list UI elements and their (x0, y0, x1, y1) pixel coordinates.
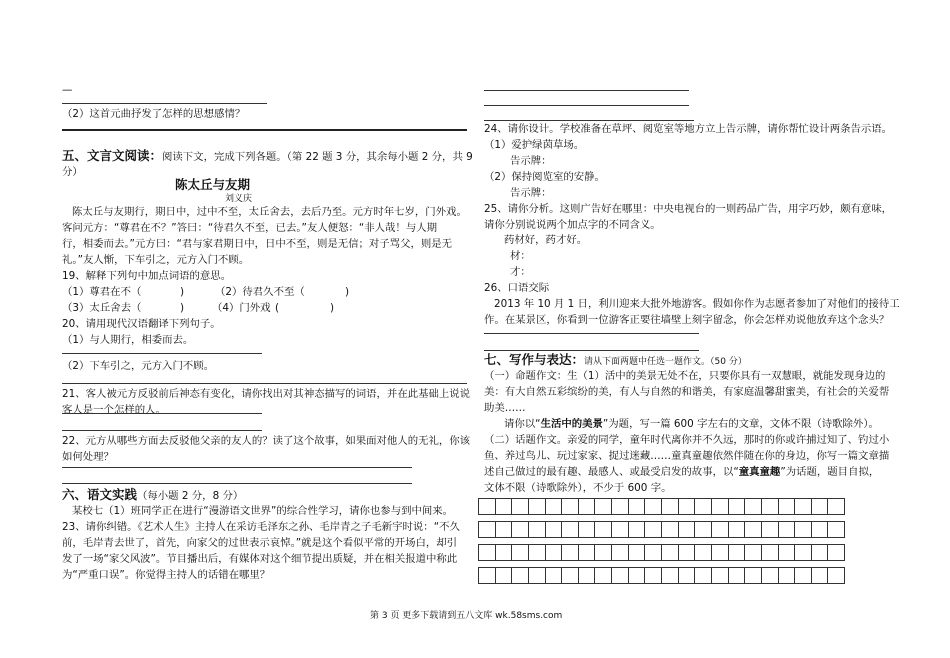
q25-ad: 药材好，药才好。 (504, 234, 588, 246)
essay-1-req-b: ”为题，写一篇 600 字左右的文章，文体不限（诗歌除外）。 (602, 418, 879, 430)
essay-1-line: （一）命题作文：生（1）活中的美景无处不在，只要你具有一双慧眼，就能发现身边的 (484, 370, 886, 382)
passage-line: 客问元方：“尊君在不？”答曰：“待君久不至，已去。”友人便怒：“非人哉！与人期 (62, 222, 437, 234)
q25-cai-1: 材： (510, 250, 531, 262)
answer-line (62, 383, 467, 384)
q19-item-4: （4）门外戏 (212, 302, 271, 314)
section-5-note: 阅读下文，完成下列各题。（第 22 题 3 分，其余每小题 2 分，共 9 (162, 151, 473, 163)
q19-item-1 (62, 284, 141, 301)
answer-line (62, 103, 267, 104)
answer-line (62, 467, 412, 468)
section-7-note: 请从下面两题中任选一题作文。（50 分） (584, 357, 747, 367)
essay-1-line: 美：有大自然五彩缤纷的美，有人与自然的和谐美，有家庭温馨甜蜜美，有社会的关爱帮 (484, 386, 890, 398)
q19-item-3: （3）太丘舍去（ (62, 302, 142, 314)
q22-question: 22、元方从哪些方面去反驳他父亲的友人的？读了这个故事，如果面对他人的无礼，你该 (62, 435, 471, 447)
section-5-heading (62, 148, 473, 166)
q25-question: 25、请你分析。这则广告好在哪里：中央电视台的一则药品广告，用字巧妙，颇有意味， (484, 203, 893, 215)
section-6-title: 六、语文实践 (62, 487, 138, 502)
section-6-heading (62, 487, 243, 505)
writing-grid[interactable] (478, 498, 845, 590)
q20-item-1: （1）与人期行，相委而去。 (62, 334, 194, 346)
answer-line (62, 353, 262, 354)
q19-question: 19、解释下列句中加点词语的意思。 (62, 270, 232, 282)
q26-question: 26、口语交际 (484, 282, 550, 294)
passage-line: 行，相委而去。”元方曰：“君与家君期日中，日中不至，则是无信；对子骂父，则是无 (62, 238, 453, 250)
q24-item-2: （2）保持阅览室的安静。 (484, 171, 605, 183)
essay-2-line: 鱼、养过鸟儿、玩过家家、捉过迷藏……童真童趣依然伴随在你的身边，你写一篇文章描 (484, 450, 890, 462)
q23-line: 23、请你纠错。《艺术人生》主持人在采访毛泽东之孙、毛岸青之子毛新宇时说：“不久 (62, 521, 460, 533)
q19-open-paren: ( (275, 302, 280, 314)
q25-question-cont: 请你分别说说两个加点字的不同含义。 (484, 219, 661, 231)
passage-line: 礼。”友人惭，下车引之，元方入门不顾。 (62, 254, 250, 266)
essay-2-topic: 童真童趣 (738, 466, 781, 478)
q21-question: 21、客人被元方反驳前后神态有变化，请你找出对其神态描写的词语，并在此基础上说说 (62, 388, 471, 400)
q24-item-1: （1）爱护绿茵草场。 (484, 139, 585, 151)
q2-poem-question: （2）这首元曲抒发了怎样的思想感情？ (62, 108, 246, 120)
q26-text: 2013 年 10 月 1 日，利川迎来大批外地游客。假如你作为志愿者参加了对他们的接待工 (494, 298, 900, 310)
essay-2-line: （二）话题作文。亲爱的同学，童年时代离你并不久远，那时的你或许捕过知了、钓过小 (484, 434, 890, 446)
top-dash: — (62, 84, 73, 96)
q24-sign-2: 告示牌： (510, 187, 552, 199)
answer-line (62, 430, 262, 431)
essay-2-last: 文体不限（诗歌除外），不少于 600 字。 (484, 482, 672, 494)
essay-1-requirement (504, 416, 879, 433)
section-5-title: 五、文言文阅读： (62, 148, 163, 163)
answer-line (62, 129, 467, 131)
answer-line (62, 413, 262, 414)
q19-close-paren: ) (180, 286, 185, 298)
passage-title: 陈太丘与友期 (175, 177, 251, 192)
grid-row[interactable] (478, 521, 845, 538)
answer-line (484, 333, 699, 334)
answer-line (62, 483, 412, 484)
q23-line: 为“严重口误”。你觉得主持人的话错在哪里？ (62, 569, 271, 581)
passage-author: 刘义庆 (225, 194, 253, 204)
essay-2-line-with-topic (484, 464, 879, 481)
grid-row[interactable] (478, 544, 845, 561)
essay-2-text: 述自己做过的最有趣、最感人、或最受启发的故事，以“ (484, 466, 739, 478)
q19-item-1-text: （1）尊君在不（ (62, 286, 142, 298)
section-6-intro: 某校七（1）班同学正在进行“漫游语文世界”的综合性学习，请你也参与到中间来。 (72, 505, 454, 517)
answer-line (484, 105, 689, 106)
q19-close-paren: ) (180, 302, 185, 314)
q26-text-cont: 作。在某景区，你看到一位游客正要往墙壁上刻字留念，你会怎样劝说他放弃这个念头？ (484, 314, 890, 326)
q23-line: 发了一场“家父风波”。节目播出后，有媒体对这个细节提出质疑，并在相关报道中称此 (62, 553, 458, 565)
q25-cai-2: 才： (510, 266, 531, 278)
q24-question: 24、请你设计。学校准备在草坪、阅览室等地方立上告示牌，请你帮忙设计两条告示语。 (484, 123, 893, 135)
q20-item-2: （2）下车引之，元方入门不顾。 (62, 360, 215, 372)
answer-line (484, 90, 689, 91)
answer-line (484, 350, 699, 351)
passage-line: 陈太丘与友期行，期日中，过中不至，太丘舍去，去后乃至。元方时年七岁，门外戏。 (72, 206, 467, 218)
grid-row[interactable] (478, 498, 845, 515)
q23-line: 前，毛岸青去世了，首先，向家父的过世表示哀悼。”就是这个看似平常的开场白，却引 (62, 537, 458, 549)
q21-question-cont: 客人是一个怎样的人。 (62, 404, 166, 416)
q19-item-2: （2）待君久不至（ (215, 286, 305, 298)
essay-1-topic: 生活中的美景 (540, 418, 603, 430)
essay-2-tail: ”为话题，题目自拟， (780, 466, 880, 478)
section-7-title: 七、写作与表达： (484, 352, 585, 367)
q22-question-cont: 如何处理？ (62, 451, 114, 463)
q20-question: 20、请用现代汉语翻译下列句子。 (62, 318, 221, 330)
section-6-note: （每小题 2 分，8 分） (137, 490, 244, 502)
grid-row[interactable] (478, 567, 845, 584)
q19-close-paren: ) (330, 302, 335, 314)
page-footer: 第 3 页 更多下载请到五八文库 wk.58sms.com (370, 611, 563, 621)
q19-close-paren: ) (345, 286, 350, 298)
essay-1-req-a: 请你以“ (504, 418, 541, 430)
essay-1-line: 助美…… (484, 402, 526, 414)
section-5-note-cont: 分） (62, 166, 83, 178)
q24-sign-1: 告示牌： (510, 155, 552, 167)
